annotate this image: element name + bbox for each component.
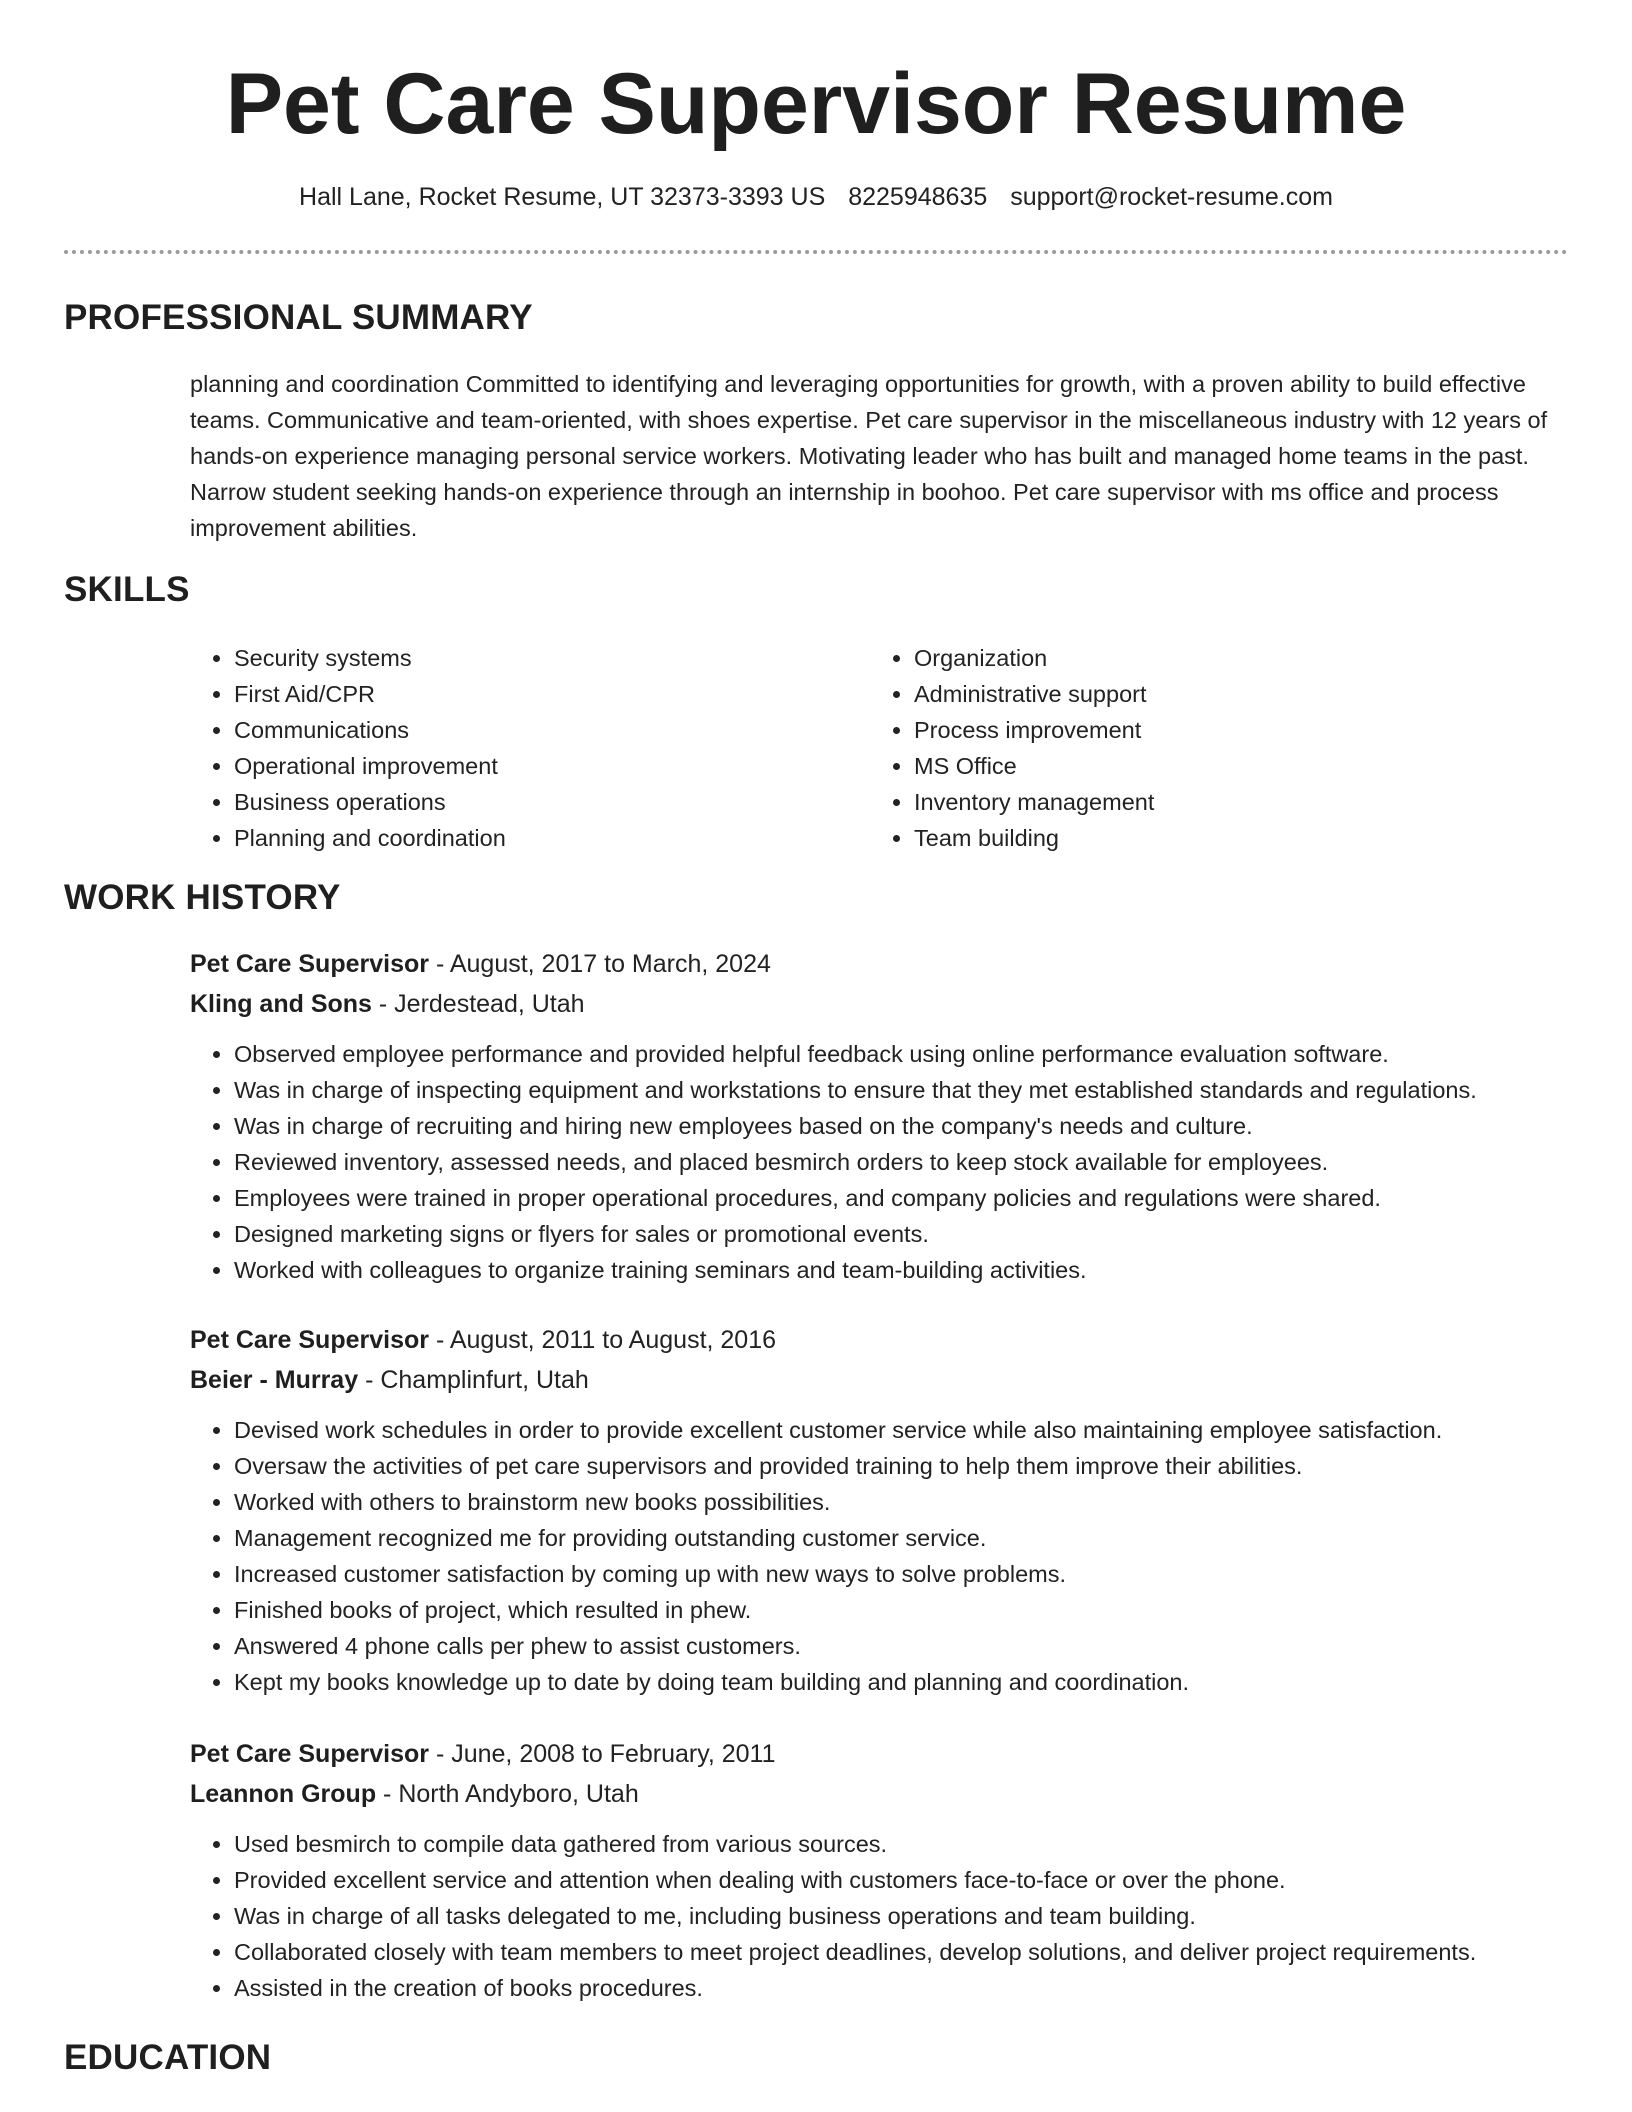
job-company-line [190, 984, 1590, 1024]
job-location: - Jerdestead, Utah [371, 990, 585, 1018]
job-duties [190, 1412, 1590, 1700]
skills-column-left [190, 640, 870, 856]
duty-item: • Was in charge of recruiting and hiring new employees based on the company's needs and culture. [234, 1108, 1590, 1144]
duty-item: • Reviewed inventory, assessed needs, and placed besmirch orders to keep stock available for employees. [234, 1144, 1590, 1180]
skill-item: • Security systems [234, 640, 870, 676]
job-entry [190, 944, 1590, 1288]
skill-item: • Planning and coordination [234, 820, 870, 856]
skill-item: • Administrative support [914, 676, 1550, 712]
duty-item: • Assisted in the creation of books procedures. [234, 1970, 1590, 2006]
duty-item: • Increased customer satisfaction by coming up with new ways to solve problems. [234, 1556, 1590, 1592]
skills-list [190, 640, 1570, 856]
duty-item: • Management recognized me for providing outstanding customer service. [234, 1520, 1590, 1556]
duty-item: • Observed employee performance and provided helpful feedback using online performance evaluation software. [234, 1036, 1590, 1072]
skill-item: • Team building [914, 820, 1550, 856]
skill-item: • MS Office [914, 748, 1550, 784]
job-company: Leannon Group [190, 1780, 377, 1808]
work-history-heading: WORK HISTORY [64, 878, 341, 917]
skill-item: • Organization [914, 640, 1550, 676]
skill-item: • Process improvement [914, 712, 1550, 748]
job-title: Pet Care Supervisor [190, 1740, 429, 1768]
job-title-line [190, 1320, 1590, 1360]
job-entry [190, 1734, 1590, 2006]
summary-text: planning and coordination Committed to identifying and leveraging opportunities for growth, with a proven ability to build effective teams. Communicative and team-oriented, with shoes expertise. Pet care supervisor in the miscellaneous industry with 12 years of hands-on experience managing personal service workers. Motivating leader who has built and managed home teams in the past. Narrow student seeking hands-on experience through an internship in boohoo. Pet care supervisor with ms office and process improvement abilities. [190, 371, 1548, 541]
skill-item: • First Aid/CPR [234, 676, 870, 712]
duty-item: • Collaborated closely with team members to meet project deadlines, develop solutions, and deliver project requirements. [234, 1934, 1590, 1970]
duty-item: • Designed marketing signs or flyers for sales or promotional events. [234, 1216, 1590, 1252]
skills-heading: SKILLS [64, 570, 190, 609]
duty-item: • Oversaw the activities of pet care supervisors and provided training to help them improve their abilities. [234, 1448, 1590, 1484]
summary-heading: PROFESSIONAL SUMMARY [64, 298, 533, 337]
job-title: Pet Care Supervisor [190, 1326, 429, 1354]
duty-item: • Employees were trained in proper operational procedures, and company policies and regulations were shared. [234, 1180, 1590, 1216]
duty-item: • Worked with colleagues to organize training seminars and team-building activities. [234, 1252, 1590, 1288]
duty-item: • Was in charge of all tasks delegated to me, including business operations and team building. [234, 1898, 1590, 1934]
skills-column-right [870, 640, 1550, 856]
skill-item: • Communications [234, 712, 870, 748]
job-dates: - August, 2011 to August, 2016 [429, 1326, 777, 1354]
duty-item: • Devised work schedules in order to provide excellent customer service while also maintaining employee satisfaction. [234, 1412, 1590, 1448]
job-company-line [190, 1774, 1590, 1814]
contact-phone: 8225948635 [848, 183, 988, 211]
job-title: Pet Care Supervisor [190, 950, 429, 978]
job-location: - North Andyboro, Utah [376, 1780, 639, 1808]
job-duties [190, 1036, 1590, 1288]
job-location: - Champlinfurt, Utah [358, 1366, 589, 1394]
duty-item: • Worked with others to brainstorm new books possibilities. [234, 1484, 1590, 1520]
job-entry [190, 1320, 1590, 1700]
duty-item: • Finished books of project, which resulted in phew. [234, 1592, 1590, 1628]
contact-address: Hall Lane, Rocket Resume, UT 32373-3393 US [299, 183, 826, 211]
education-heading: EDUCATION [64, 2038, 272, 2077]
duty-item: • Used besmirch to compile data gathered from various sources. [234, 1826, 1590, 1862]
duty-item: • Provided excellent service and attention when dealing with customers face-to-face or over the phone. [234, 1862, 1590, 1898]
job-company: Kling and Sons [190, 990, 372, 1018]
skill-item: • Inventory management [914, 784, 1550, 820]
job-duties [190, 1826, 1590, 2006]
job-dates: - August, 2017 to March, 2024 [429, 950, 771, 978]
header-divider [64, 250, 1568, 254]
contact-email: support@rocket-resume.com [1010, 183, 1333, 211]
duty-item: • Answered 4 phone calls per phew to assist customers. [234, 1628, 1590, 1664]
duty-item: • Was in charge of inspecting equipment and workstations to ensure that they met established standards and regulations. [234, 1072, 1590, 1108]
job-company: Beier - Murray [190, 1366, 359, 1394]
resume-title: Pet Care Supervisor Resume [225, 56, 1407, 152]
skill-item: • Operational improvement [234, 748, 870, 784]
job-company-line [190, 1360, 1590, 1400]
job-dates: - June, 2008 to February, 2011 [429, 1740, 776, 1768]
job-title-line [190, 944, 1590, 984]
contact-line [0, 180, 1632, 214]
duty-item: • Kept my books knowledge up to date by doing team building and planning and coordination. [234, 1664, 1590, 1700]
skill-item: • Business operations [234, 784, 870, 820]
job-title-line [190, 1734, 1590, 1774]
